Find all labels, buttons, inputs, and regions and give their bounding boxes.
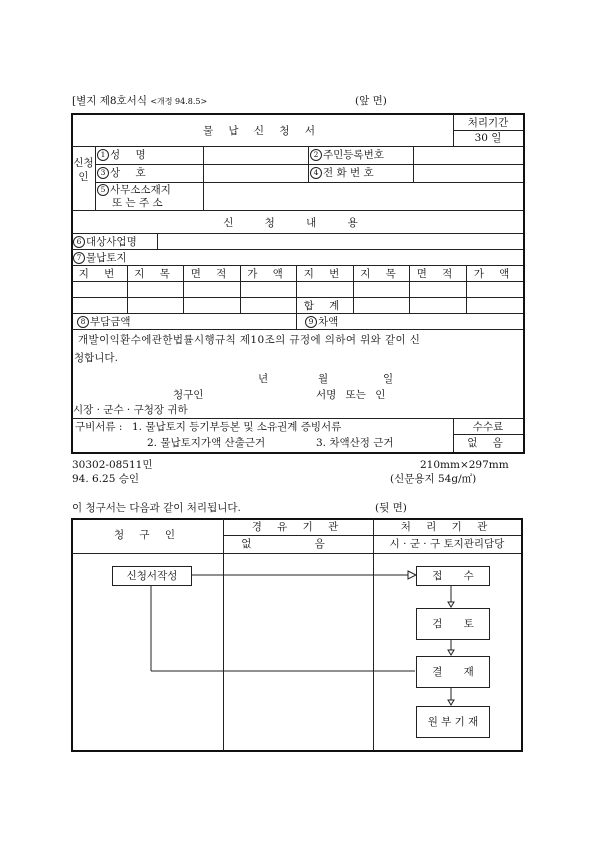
column-header: 가 액 (473, 268, 516, 280)
fee-label: 수수료 (472, 421, 504, 433)
circled-number: 5 (97, 184, 109, 196)
documents-label: 구비서류 : (75, 421, 123, 433)
company-label: 3 상 호 (97, 167, 152, 179)
form-code: 30302-08511민 (72, 459, 153, 471)
addressee: 시장 · 군수 · 구청장 귀하 (73, 404, 188, 416)
processing-period-label: 처리기간 (467, 117, 509, 129)
col-processing-agency: 처 리 기 관 (400, 521, 494, 533)
front-side-label: (앞 면) (355, 95, 387, 107)
date-month: 월 (318, 373, 329, 385)
statement-line-2: 청합니다. (74, 352, 118, 364)
form-title: 물 납 신 청 서 (202, 125, 322, 137)
step-register: 원 부 기 재 (416, 706, 490, 738)
column-header: 가 액 (247, 268, 289, 280)
date-year: 년 (258, 373, 269, 385)
signer-label: 청구인 (173, 389, 204, 401)
fee-value: 없 음 (467, 437, 509, 449)
step-receive: 접 수 (416, 566, 490, 586)
reg-no-label: 2 주민등록번호 (310, 149, 384, 161)
processing-period-value: 30 일 (474, 132, 502, 144)
column-header: 면 적 (190, 268, 233, 280)
paper-type: (신문용지 54g/㎡) (390, 473, 477, 485)
document-item-3: 3. 차액산정 근거 (316, 437, 394, 449)
total-label: 합 계 (303, 300, 346, 312)
circled-number: 7 (73, 252, 85, 264)
step-approve: 결 재 (416, 656, 490, 688)
name-label: 1 성 명 (97, 149, 201, 161)
address-label: 5 사무소소재지 (97, 184, 171, 196)
col-via-agency: 경 유 기 관 (251, 521, 345, 533)
col-applicant: 청 구 인 (113, 529, 182, 541)
signer-sign: 서명 또는 인 (316, 389, 386, 401)
column-header: 지 목 (134, 268, 176, 280)
address-label-2: 또 는 주 소 (112, 197, 163, 209)
burden-label: 8 부담금액 (77, 316, 131, 328)
statement-line-1: 개발이익환수에관한법률시행규칙 제10조의 규정에 의하여 위와 같이 신 (78, 334, 421, 346)
circled-number: 9 (305, 316, 317, 328)
column-header: 지 번 (78, 268, 121, 280)
step-write-application: 신청서작성 (112, 566, 192, 586)
approval-date: 94. 6.25 승인 (72, 473, 140, 485)
document-item-1: 1. 물납토지 등기부등본 및 소유권계 증빙서류 (132, 421, 342, 433)
circled-number: 4 (310, 167, 322, 179)
circled-number: 8 (77, 316, 89, 328)
step-review: 검 토 (416, 608, 490, 640)
circled-number: 6 (73, 236, 85, 248)
back-intro: 이 청구서는 다음과 같이 처리됩니다. (72, 502, 241, 514)
form-number-text: [별지 제8호서식 (72, 95, 147, 107)
applicant-group-label: 신청인 (73, 157, 94, 183)
back-side-label: (뒷 면) (375, 502, 407, 514)
document-item-2: 2. 물납토지가액 산출근거 (147, 437, 266, 449)
land-label: 7 물납토지 (73, 252, 127, 264)
difference-label: 9 차액 (305, 316, 338, 328)
revision-note: <개정 94.8.5> (150, 97, 208, 106)
contents-title: 신 청 내 용 (223, 217, 372, 229)
col-via-agency-value: 없 음 (241, 538, 355, 550)
column-header: 지 목 (360, 268, 402, 280)
paper-size: 210mm×297mm (420, 459, 509, 471)
project-label: 6 대상사업명 (73, 236, 137, 248)
circled-number: 1 (97, 149, 109, 161)
col-processing-agency-value: 시 · 군 · 구 토지관리담당 (389, 538, 505, 550)
circled-number: 2 (310, 149, 322, 161)
circled-number: 3 (97, 167, 109, 179)
column-header: 지 번 (303, 268, 346, 280)
phone-label: 4 전 화 번 호 (310, 167, 374, 179)
date-day: 일 (383, 373, 394, 385)
column-header: 면 적 (416, 268, 459, 280)
